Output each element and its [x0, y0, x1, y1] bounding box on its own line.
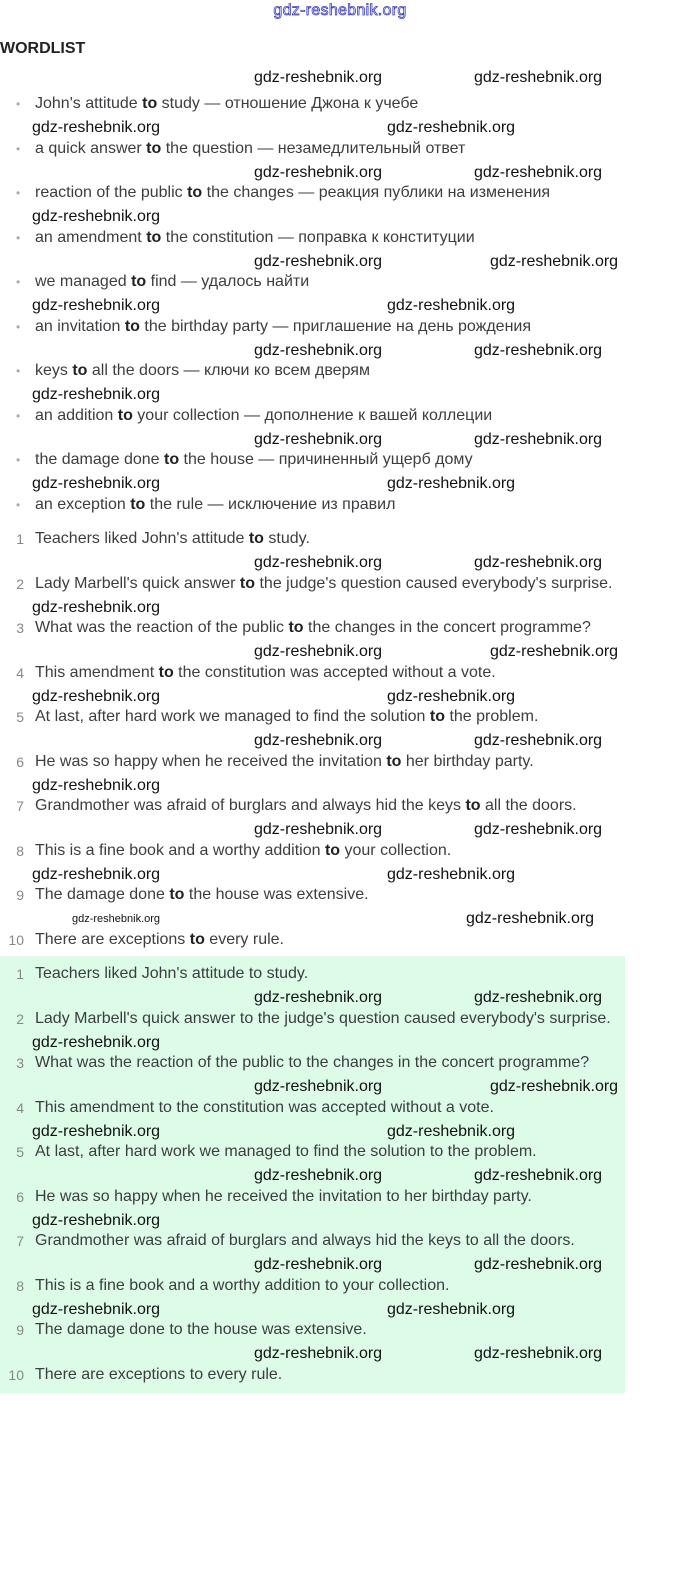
item-number: 6 [16, 1188, 24, 1205]
watermark: gdz-reshebnik.org [254, 1167, 383, 1185]
translation-text: the constitution — поправка к конституции [161, 228, 475, 246]
answer-text: There are exceptions to every rule. [35, 1365, 283, 1383]
watermark: gdz-reshebnik.org [72, 912, 161, 925]
sentence-text: He was so happy when he received the invitation [35, 752, 387, 770]
answer-text: This is a fine book and a worthy addition to your collection. [35, 1276, 450, 1294]
sentence-text: The damage done [35, 886, 170, 903]
item-number: 8 [16, 842, 24, 859]
keyword: to [429, 708, 445, 725]
wordlist-item [0, 495, 640, 515]
item-number: 5 [16, 709, 24, 725]
answer-item [0, 1320, 620, 1340]
keyword: to [239, 574, 256, 592]
item-number: 7 [16, 798, 24, 814]
watermark: gdz-reshebnik.org [254, 732, 383, 750]
watermark: gdz-reshebnik.org [474, 1256, 603, 1274]
watermark: gdz-reshebnik.org [254, 1345, 383, 1363]
keyword: to [248, 530, 264, 547]
phrase-text: John's attitude [35, 95, 143, 112]
answer-item [0, 1187, 620, 1207]
wordlist-item [0, 183, 640, 203]
item-number: 4 [16, 1099, 24, 1116]
task-item [0, 663, 640, 683]
watermark: gdz-reshebnik.org [254, 163, 383, 181]
sentence-text: the house was extensive. [184, 886, 369, 903]
watermark: gdz-reshebnik.org [387, 865, 516, 883]
translation-text: the rule — исключение из правил [145, 495, 396, 513]
item-number: 2 [16, 575, 24, 592]
keyword: to [158, 663, 174, 681]
translation-text: study — отношение Джона к учебе [157, 95, 419, 112]
watermark: gdz-reshebnik.org [254, 554, 383, 572]
sentence-text: What was the reaction of the public [35, 619, 289, 636]
item-number: 3 [16, 1055, 24, 1071]
watermark: gdz-reshebnik.org [474, 430, 603, 448]
watermark: gdz-reshebnik.org [466, 910, 595, 928]
sentence-text: Grandmother was afraid of burglars and always hid the keys [35, 797, 466, 814]
watermark: gdz-reshebnik.org [32, 119, 161, 137]
translation-text: the house — причиненный ущерб дому [179, 451, 473, 468]
keyword: to [131, 273, 147, 290]
watermark: gdz-reshebnik.org [254, 1078, 383, 1096]
phrase-text: an addition [35, 406, 118, 424]
watermark: gdz-reshebnik.org [32, 687, 161, 705]
watermark: gdz-reshebnik.org [490, 252, 619, 270]
keyword: to [324, 841, 341, 859]
wordlist-item [0, 361, 640, 381]
watermark: gdz-reshebnik.org [474, 554, 603, 572]
task-item [0, 618, 640, 638]
watermark: gdz-reshebnik.org [490, 1078, 619, 1096]
sentence-text: At last, after hard work we managed to find the solution [35, 708, 430, 725]
wordlist-item [0, 94, 640, 114]
keyword: to [117, 406, 133, 424]
item-number: 6 [16, 753, 24, 770]
phrase-text: a quick answer [35, 139, 147, 157]
answer-item [0, 1276, 620, 1296]
phrase-text: an exception [35, 495, 131, 513]
watermark: gdz-reshebnik.org [474, 341, 603, 359]
sentence-text: the problem. [445, 708, 539, 725]
answer-item [0, 964, 620, 984]
answer-item [0, 1009, 620, 1029]
section-title: WORDLIST [0, 40, 86, 57]
watermark: gdz-reshebnik.org [254, 989, 383, 1007]
phrase-text: an amendment [35, 228, 147, 246]
translation-text: the birthday party — приглашение на день рождения [139, 317, 532, 335]
task-item [0, 930, 640, 950]
item-number: 10 [8, 931, 24, 948]
wordlist-item [0, 317, 640, 337]
watermark: gdz-reshebnik.org [387, 1122, 516, 1140]
keyword: to [146, 228, 162, 246]
keyword: to [164, 451, 180, 468]
watermark: gdz-reshebnik.org [254, 252, 383, 270]
item-number: 8 [16, 1277, 24, 1294]
watermark: gdz-reshebnik.org [254, 69, 383, 86]
keyword: to [130, 495, 146, 513]
phrase-text: keys [35, 362, 73, 379]
sentence-text: Lady Marbell's quick answer [35, 574, 240, 592]
keyword: to [288, 619, 304, 636]
translation-text: the changes — реакция публики на изменения [202, 184, 551, 201]
item-number: 1 [16, 966, 24, 982]
task-item [0, 796, 640, 816]
watermark: gdz-reshebnik.org [387, 119, 516, 137]
watermark: gdz-reshebnik.org [32, 865, 161, 883]
sentence-text: the constitution was accepted without a vote. [173, 663, 496, 681]
phrase-text: an invitation [35, 317, 125, 335]
answer-item [0, 1098, 620, 1118]
translation-text: your collection — дополнение к вашей коллеции [132, 406, 493, 424]
wordlist-item [0, 272, 640, 292]
item-number: 9 [16, 887, 24, 903]
watermark: gdz-reshebnik.org [474, 989, 603, 1007]
watermark: gdz-reshebnik.org [387, 687, 516, 705]
watermark: gdz-reshebnik.org [32, 297, 161, 315]
task-item [0, 707, 640, 727]
sentence-text: her birthday party. [401, 752, 534, 770]
watermark: gdz-reshebnik.org [32, 1300, 161, 1318]
watermark: gdz-reshebnik.org [32, 1122, 161, 1140]
answer-text: This amendment to the constitution was accepted without a vote. [35, 1098, 494, 1116]
item-number: 10 [8, 1366, 24, 1383]
sentence-text: all the doors. [480, 797, 577, 814]
answer-item [0, 1365, 620, 1385]
watermark: gdz-reshebnik.org [387, 475, 516, 493]
watermark: gdz-reshebnik.org [32, 598, 161, 616]
item-number: 4 [16, 664, 24, 681]
watermark: gdz-reshebnik.org [474, 1345, 603, 1363]
task-item [0, 752, 640, 772]
watermark: gdz-reshebnik.org [32, 1033, 161, 1051]
keyword: to [187, 184, 203, 201]
answer-item [0, 1231, 620, 1251]
sentence-text: your collection. [340, 841, 452, 859]
translation-text: the question — незамедлительный ответ [161, 139, 466, 157]
keyword: to [465, 797, 481, 814]
answer-text: Lady Marbell's quick answer to the judge's question caused everybody's surprise. [35, 1009, 611, 1027]
watermark: gdz-reshebnik.org [387, 297, 516, 315]
watermark: gdz-reshebnik.org [474, 732, 603, 750]
sentence-text: There are exceptions [35, 930, 190, 948]
translation-text: find — удалось найти [146, 273, 310, 290]
keyword: to [124, 317, 140, 335]
keyword: to [142, 95, 158, 112]
sentence-text: study. [263, 530, 310, 547]
watermark: gdz-reshebnik.org [490, 643, 619, 661]
answer-text: At last, after hard work we managed to find the solution to the problem. [35, 1143, 537, 1160]
phrase-text: we managed [35, 273, 132, 290]
wordlist-item [0, 139, 640, 159]
keyword: to [189, 930, 205, 948]
keyword: to [169, 886, 185, 903]
answer-text: The damage done to the house was extensive. [35, 1321, 367, 1338]
task-item [0, 529, 640, 549]
watermark: gdz-reshebnik.org [474, 821, 603, 839]
answer-text: What was the reaction of the public to the changes in the concert programme? [35, 1054, 590, 1071]
watermark: gdz-reshebnik.org [32, 475, 161, 493]
keyword: to [72, 362, 88, 379]
phrase-text: the damage done [35, 451, 164, 468]
answer-item [0, 1053, 620, 1073]
sentence-text: every rule. [204, 930, 284, 948]
site-header-logo: gdz-reshebnik.org [273, 2, 407, 19]
sentence-text: the changes in the concert programme? [303, 619, 591, 636]
task-item [0, 574, 640, 594]
keyword: to [146, 139, 162, 157]
watermark: gdz-reshebnik.org [32, 208, 161, 226]
watermark: gdz-reshebnik.org [254, 643, 383, 661]
task-item [0, 841, 640, 861]
keyword: to [386, 752, 402, 770]
watermark: gdz-reshebnik.org [474, 163, 603, 181]
watermark: gdz-reshebnik.org [32, 1211, 161, 1229]
item-number: 1 [16, 531, 24, 547]
answer-item [0, 1142, 620, 1162]
watermark: gdz-reshebnik.org [474, 1167, 603, 1185]
sentence-text: This amendment [35, 663, 159, 681]
translation-text: all the doors — ключи ко всем дверям [87, 362, 370, 379]
item-number: 9 [16, 1322, 24, 1338]
answer-text: Teachers liked John's attitude to study. [35, 965, 309, 982]
answer-text: He was so happy when he received the invitation to her birthday party. [35, 1187, 532, 1205]
wordlist-item [0, 406, 640, 426]
watermark: gdz-reshebnik.org [32, 386, 161, 404]
sentence-text: the judge's question caused everybody's surprise. [255, 574, 613, 592]
watermark: gdz-reshebnik.org [254, 821, 383, 839]
item-number: 2 [16, 1010, 24, 1027]
item-number: 3 [16, 620, 24, 636]
watermark: gdz-reshebnik.org [254, 430, 383, 448]
wordlist-item [0, 228, 640, 248]
watermark: gdz-reshebnik.org [254, 341, 383, 359]
answer-text: Grandmother was afraid of burglars and always hid the keys to all the doors. [35, 1232, 575, 1249]
phrase-text: reaction of the public [35, 184, 188, 201]
watermark: gdz-reshebnik.org [387, 1300, 516, 1318]
item-number: 5 [16, 1144, 24, 1160]
sentence-text: This is a fine book and a worthy addition [35, 841, 325, 859]
task-item [0, 885, 640, 905]
watermark: gdz-reshebnik.org [32, 776, 161, 794]
wordlist-item [0, 450, 640, 470]
watermark: gdz-reshebnik.org [254, 1256, 383, 1274]
sentence-text: Teachers liked John's attitude [35, 530, 249, 547]
watermark: gdz-reshebnik.org [474, 69, 603, 86]
item-number: 7 [16, 1233, 24, 1249]
